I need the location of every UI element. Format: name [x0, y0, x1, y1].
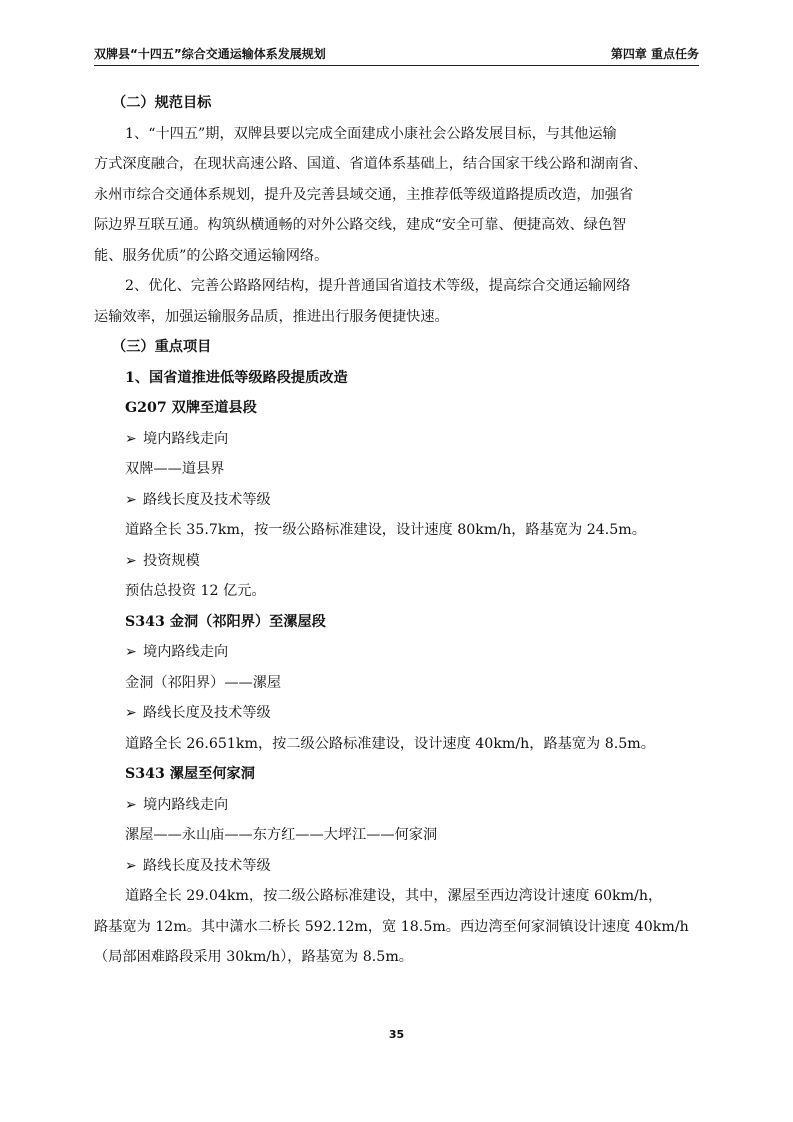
arrow-bullet-icon: ➢: [125, 796, 137, 813]
page-body: [94, 88, 699, 973]
paragraph-line: 1、“十四五”期，双牌县要以完成全面建成小康社会公路发展目标，与其他运输: [125, 125, 617, 142]
route-text: 金洞（祁阳界）——漯屋: [125, 674, 282, 691]
tech-text: 道路全长 26.651km，按二级公路标准建设，设计速度 40km/h，路基宽为 8.5m。: [125, 735, 655, 752]
header-chapter: 第四章 重点任务: [610, 47, 699, 61]
bullet-item: [94, 637, 699, 668]
bullet-label: 投资规模: [143, 552, 200, 569]
subsection-heading: 1、国省道推进低等级路段提质改造: [125, 369, 348, 386]
paragraph-line: 2、优化、完善公路路网结构，提升普通国省道技术等级，提高综合交通运输网络: [125, 278, 631, 294]
header-doc-title: 双牌县“十四五”综合交通运输体系发展规划: [94, 47, 326, 61]
arrow-bullet-icon: ➢: [125, 491, 137, 508]
paragraph-line: 运输效率，加强运输服务品质，推进出行服务便捷快速。: [94, 308, 449, 325]
page-number: 35: [388, 1028, 405, 1041]
arrow-bullet-icon: ➢: [125, 430, 137, 447]
bullet-label: 境内路线走向: [143, 644, 229, 660]
project-title-s343a: S343 金洞（祁阳界）至漯屋段: [125, 613, 326, 630]
tech-text: 道路全长 29.04km，按二级公路标准建设，其中，漯屋至西边湾设计速度 60km/h，: [125, 888, 663, 904]
bullet-item: [94, 851, 699, 882]
arrow-bullet-icon: ➢: [125, 857, 137, 874]
paragraph-line: 际边界互联互通。构筑纵横通畅的对外公路交线，建成“安全可靠、便捷高效、绿色智: [94, 217, 627, 233]
bullet-item: [94, 424, 699, 455]
tech-text: （局部困难路段采用 30km/h），路基宽为 8.5m。: [94, 949, 413, 965]
tech-text: 道路全长 35.7km，按一级公路标准建设，设计速度 80km/h，路基宽为 24.5m。: [125, 522, 646, 538]
bullet-item: [94, 485, 699, 516]
arrow-bullet-icon: ➢: [125, 552, 137, 569]
page-header: [94, 44, 699, 66]
bullet-label: 境内路线走向: [143, 430, 229, 447]
paragraph-line: 永州市综合交通体系规划，提升及完善县域交通，主推荐低等级道路提质改造，加强省: [94, 186, 634, 203]
section-heading-projects: （三）重点项目: [112, 339, 212, 355]
invest-text: 预估总投资 12 亿元。: [125, 583, 266, 599]
paragraph-line: 能、服务优质”的公路交通运输网络。: [94, 247, 329, 264]
tech-text: 路基宽为 12m。其中潇水二桥长 592.12m，宽 18.5m。西边湾至何家洞镇设计速度 40km/h: [94, 918, 689, 935]
paragraph-line: 方式深度融合，在现状高速公路、国道、省道体系基础上，结合国家干线公路和湖南省、: [94, 156, 648, 172]
project-title-g207: G207 双牌至道县段: [125, 400, 257, 416]
route-text: 漯屋——永山庙——东方红——大坪江——何家洞: [125, 827, 438, 843]
bullet-item: [94, 698, 699, 729]
bullet-item: [94, 790, 699, 821]
bullet-item: [94, 546, 699, 577]
bullet-label: 路线长度及技术等级: [143, 491, 271, 508]
arrow-bullet-icon: ➢: [125, 644, 137, 660]
bullet-label: 路线长度及技术等级: [143, 705, 271, 721]
arrow-bullet-icon: ➢: [125, 705, 137, 721]
route-text: 双牌——道县界: [125, 461, 225, 477]
bullet-label: 路线长度及技术等级: [143, 857, 271, 874]
project-title-s343b: S343 漯屋至何家洞: [125, 766, 255, 782]
section-heading-goals: （二）规范目标: [112, 95, 212, 111]
bullet-label: 境内路线走向: [143, 796, 229, 813]
